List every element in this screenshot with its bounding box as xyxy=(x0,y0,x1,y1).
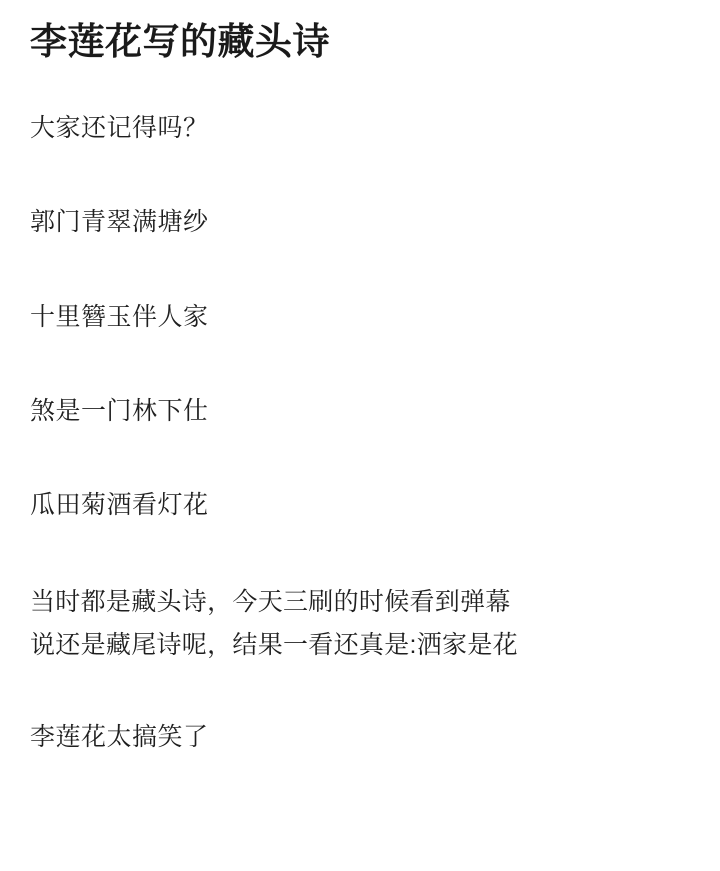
poem-line-1: 郭门青翠满塘纱 xyxy=(30,208,209,237)
note-line-2: 说还是藏尾诗呢，结果一看还真是:洒家是花 xyxy=(30,631,518,660)
closing-paragraph: 李莲花太搞笑了 xyxy=(30,723,209,752)
intro-paragraph: 大家还记得吗？ xyxy=(30,114,209,143)
note-line-1: 当时都是藏头诗，今天三刷的时候看到弹幕 xyxy=(30,588,511,617)
poem-line-2: 十里簪玉伴人家 xyxy=(30,302,209,331)
poem-line-3: 煞是一门林下仕 xyxy=(30,396,209,425)
note-paragraph xyxy=(30,581,690,667)
poem-line-4: 瓜田菊酒看灯花 xyxy=(30,491,209,520)
page-title: 李莲花写的藏头诗 xyxy=(30,21,330,62)
